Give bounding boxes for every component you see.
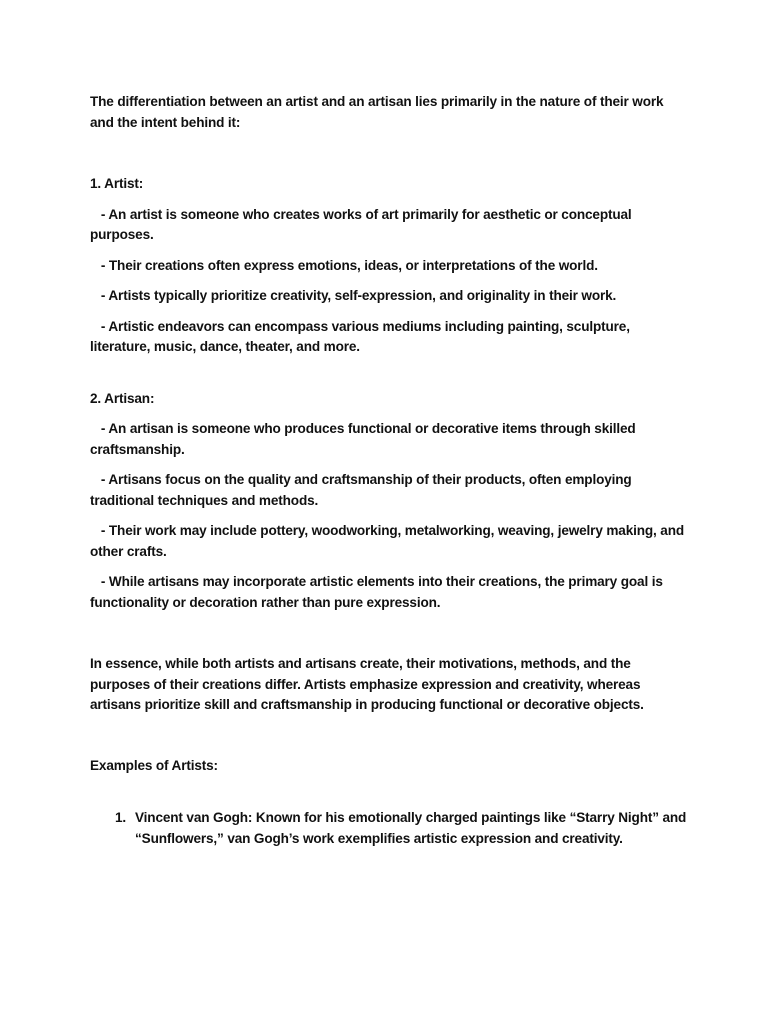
artisan-bullet: - An artisan is someone who produces functional or decorative items through skilled craftsmanship. [90,421,640,457]
artist-heading: 1. Artist: [90,176,144,191]
list-item [90,808,690,849]
summary-paragraph: In essence, while both artists and artisans create, their motivations, methods, and the purposes of their creations differ. Artists emphasize expression and creativity, whereas artisans prioritize skill and craftsmanship in producing functional or decorative objects. [90,656,644,712]
list-item-number: 1. [115,810,127,825]
examples-heading: Examples of Artists: [90,757,218,773]
list-item-text: Vincent van Gogh: Known for his emotionally charged paintings like “Starry Night” and “Sunflowers,” van Gogh’s work exemplifies artistic expression and creativity. [135,810,687,846]
artist-bullet: - Artists typically prioritize creativity, self-expression, and originality in their work. [90,288,617,303]
artist-bullet: - Artistic endeavors can encompass various mediums including painting, sculpture, literature, music, dance, theater, and more. [90,318,634,354]
artist-bullet: - Their creations often express emotions, ideas, or interpretations of the world. [90,257,598,273]
intro-paragraph: The differentiation between an artist and an artisan lies primarily in the nature of their work and the intent behind it: [90,94,664,130]
artisan-bullet: - While artisans may incorporate artistic elements into their creations, the primary goal is functionality or decoration rather than pure expression. [90,574,667,610]
artisan-bullet: - Artisans focus on the quality and craftsmanship of their products, often employing traditional techniques and methods. [90,472,636,508]
artisan-bullet: - Their work may include pottery, woodworking, metalworking, weaving, jewelry making, and other crafts. [90,523,688,559]
artist-bullet: - An artist is someone who creates works of art primarily for aesthetic or conceptual purposes. [90,206,636,242]
artisan-heading: 2. Artisan: [90,390,155,406]
examples-list [90,808,690,849]
document-page [90,92,690,849]
